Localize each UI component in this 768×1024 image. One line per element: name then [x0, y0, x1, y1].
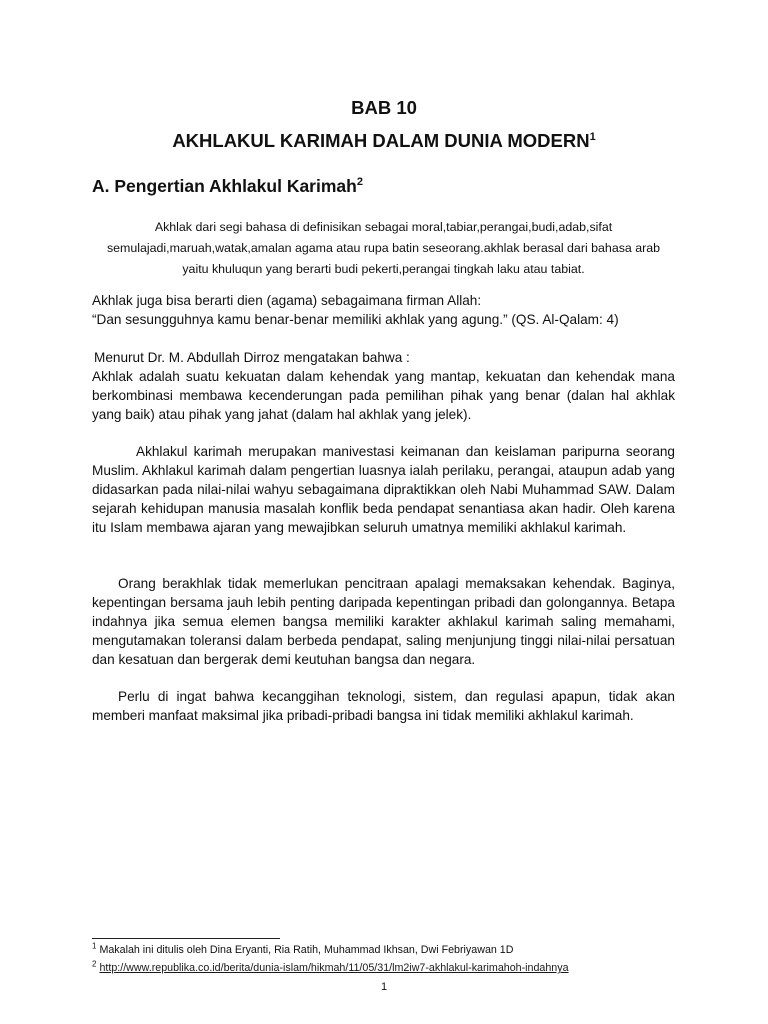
quran-intro: Akhlak juga bisa berarti dien (agama) sebagaimana firman Allah:	[92, 293, 482, 308]
footnote-1	[92, 943, 513, 957]
chapter-label: BAB 10	[351, 97, 417, 118]
chapter-title	[0, 130, 768, 152]
quran-quote: “Dan sesungguhnya kamu benar-benar memiliki akhlak yang agung.” (QS. Al-Qalam: 4)	[92, 311, 619, 327]
paragraph-2	[92, 575, 675, 670]
footnote-divider	[92, 938, 280, 939]
paragraph-3	[92, 688, 675, 726]
footnote-1-text: Makalah ini ditulis oleh Dina Eryanti, Ria Ratih, Muhammad Ikhsan, Dwi Febriyawan 1D	[99, 944, 514, 956]
paragraph-2-text: Orang berakhlak tidak memerlukan pencitraan apalagi memaksakan kehendak. Baginya, kepentingan bersama jauh lebih penting daripada kepentingan pribadi dan golongannya. Betapa indahnya jika semua elemen bangsa memiliki karakter akhlakul karimah saling memahami, mengutamakan toleransi dalam berbeda pendapat, saling menjunjung tinggi nilai-nilai persatuan dan kesatuan dan bergerak demi keutuhan bangsa dan negara.	[92, 576, 675, 667]
chapter-title-text: AKHLAKUL KARIMAH DALAM DUNIA MODERN	[172, 130, 590, 151]
paragraph-3-text: Perlu di ingat bahwa kecanggihan teknologi, sistem, dan regulasi apapun, tidak akan memberi manfaat maksimal jika pribadi-pribadi bangsa ini tidak memiliki akhlakul karimah.	[92, 689, 675, 723]
definition-line: semulajadi,maruah,watak,amalan agama atau rupa batin seseorang.akhlak berasal dari bahasa arab	[106, 241, 661, 255]
section-heading-text: A. Pengertian Akhlakul Karimah	[92, 176, 357, 196]
dirroz-text: Akhlak adalah suatu kekuatan dalam kehendak yang mantap, kekuatan dan kehendak mana berkombinasi membawa kecenderungan pada pemilihan pihak yang benar (dalan hal akhlak yang baik) atau pihak yang jahat (dalam hal akhlak yang jelek).	[92, 368, 675, 422]
definition-block	[92, 217, 675, 280]
footnote-ref-2[interactable]: 2	[356, 176, 363, 189]
footnote-2	[92, 961, 569, 975]
quran-block	[92, 292, 675, 330]
section-heading	[92, 175, 363, 197]
dirroz-block	[92, 349, 675, 425]
definition-line: yaitu khuluqun yang berarti budi pekerti,perangai tingkah laku atau tabiat.	[182, 262, 585, 276]
footnote-ref-1[interactable]: 1	[589, 130, 596, 143]
definition-line: Akhlak dari segi bahasa di definisikan sebagai moral,tabiar,perangai,budi,adab,sifat	[154, 220, 613, 234]
footnote-2-ref: 2	[92, 959, 97, 969]
page-number: 1	[380, 981, 388, 993]
footnote-1-ref: 1	[92, 941, 97, 951]
paragraph-1	[92, 443, 675, 538]
dirroz-intro: Menurut Dr. M. Abdullah Dirroz mengatakan bahwa :	[94, 350, 410, 365]
paragraph-1-text: Akhlakul karimah merupakan manivestasi keimanan dan keislaman paripurna seorang Muslim. Akhlakul karimah dalam pengertian luasnya ialah perilaku, perangai, ataupun adab yang didasarkan pada nilai-nilai wahyu sebagaimana dipraktikkan oleh Nabi Muhammad SAW. Dalam sejarah kehidupan manusia masalah konflik beda pendapat senantiasa akan hadir. Oleh karena itu Islam membawa ajaran yang mewajibkan seluruh umatnya memiliki akhlakul karimah.	[92, 444, 675, 535]
footnote-2-link[interactable]: http://www.republika.co.id/berita/dunia-islam/hikmah/11/05/31/lm2iw7-akhlakul-karimahoh-indahnya	[99, 962, 569, 974]
